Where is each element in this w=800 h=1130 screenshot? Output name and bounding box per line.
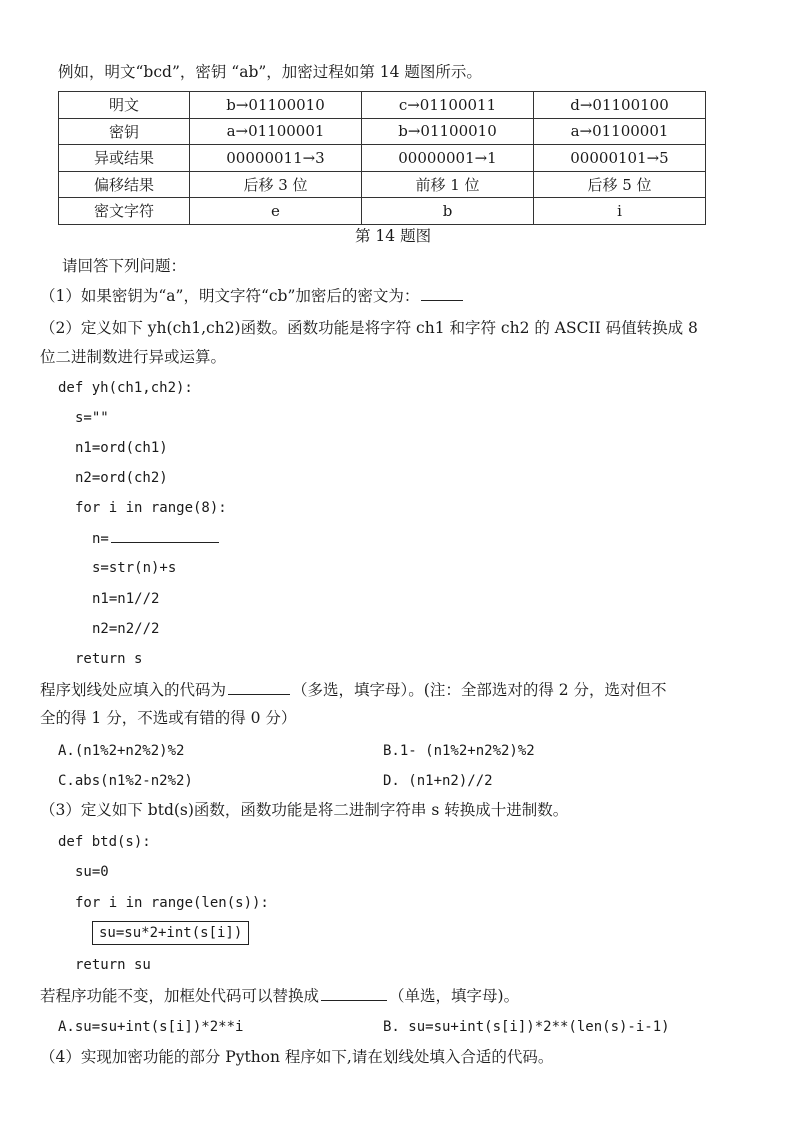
- boxed-code-line: [92, 921, 249, 945]
- ask-text: （单选，填字母)。: [389, 987, 520, 1005]
- cipher-table: [58, 91, 706, 225]
- table-cell: b: [362, 198, 534, 225]
- ask-text: （多选，填字母）。(注：全部选对的得 2 分，选对但不: [292, 681, 667, 699]
- table-row: [59, 92, 706, 119]
- option-d: D. (n1+n2)//2: [383, 773, 493, 789]
- table-cell: e: [190, 198, 362, 225]
- table-row: [59, 171, 706, 198]
- boxed-code: su=su*2+int(s[i]): [92, 921, 249, 945]
- code-line: su=0: [75, 864, 109, 880]
- code-line: s=str(n)+s: [92, 560, 177, 576]
- table-row: [59, 118, 706, 145]
- prompt-text: 请回答下列问题：: [62, 257, 187, 275]
- answer-blank[interactable]: [321, 986, 387, 1001]
- question-4: （4）实现加密功能的部分 Python 程序如下,请在划线处填入合适的代码。: [40, 1048, 554, 1066]
- table-cell: a→01100001: [534, 118, 706, 145]
- row-label: 密文字符: [59, 198, 190, 225]
- table-cell: 后移 5 位: [534, 171, 706, 198]
- table-cell: d→01100100: [534, 92, 706, 119]
- row-label: 异或结果: [59, 145, 190, 172]
- code-line: n2=ord(ch2): [75, 470, 168, 486]
- code-line: return su: [75, 957, 151, 973]
- table-cell: i: [534, 198, 706, 225]
- table-cell: 00000001→1: [362, 145, 534, 172]
- code-line: n2=n2//2: [92, 621, 160, 637]
- option-b: B. su=su+int(s[i])*2**(len(s)-i-1): [383, 1019, 670, 1035]
- option-c: C.abs(n1%2-n2%2): [58, 773, 193, 789]
- code-line: def btd(s):: [58, 834, 151, 850]
- question-2-ask: [40, 680, 667, 700]
- table-row: [59, 198, 706, 225]
- table-cell: c→01100011: [362, 92, 534, 119]
- question-2-ask-cont: 全的得 1 分，不选或有错的得 0 分）: [40, 709, 297, 727]
- intro-text: 例如，明文“bcd”，密钥 “ab”，加密过程如第 14 题图所示。: [58, 63, 482, 81]
- ask-text: 若程序功能不变，加框处代码可以替换成: [40, 987, 320, 1005]
- code-line: n1=n1//2: [92, 591, 160, 607]
- table-cell: b→01100010: [362, 118, 534, 145]
- figure-caption: 第 14 题图: [355, 227, 432, 245]
- table-cell: 前移 1 位: [362, 171, 534, 198]
- table-row: [59, 145, 706, 172]
- row-label: 偏移结果: [59, 171, 190, 198]
- table-cell: 后移 3 位: [190, 171, 362, 198]
- code-line: def yh(ch1,ch2):: [58, 380, 193, 396]
- code-line: s="": [75, 410, 109, 426]
- question-1-text: （1）如果密钥为“a”，明文字符“cb”加密后的密文为：: [40, 287, 420, 305]
- question-3-line1: （3）定义如下 btd(s)函数，函数功能是将二进制字符串 s 转换成十进制数。: [40, 801, 569, 819]
- option-a: A.su=su+int(s[i])*2**i: [58, 1019, 244, 1035]
- code-line: for i in range(len(s)):: [75, 895, 269, 911]
- code-text: n=: [92, 531, 109, 547]
- option-b: B.1- (n1%2+n2%2)%2: [383, 743, 535, 759]
- question-2-line2: 位二进制数进行异或运算。: [40, 348, 227, 366]
- answer-blank[interactable]: [228, 680, 290, 695]
- question-1: [40, 286, 465, 306]
- code-line: return s: [75, 651, 143, 667]
- table-cell: b→01100010: [190, 92, 362, 119]
- table-cell: 00000101→5: [534, 145, 706, 172]
- option-a: A.(n1%2+n2%2)%2: [58, 743, 185, 759]
- answer-blank[interactable]: [111, 528, 219, 543]
- code-line: for i in range(8):: [75, 500, 227, 516]
- question-2-line1: （2）定义如下 yh(ch1,ch2)函数。函数功能是将字符 ch1 和字符 ch2 的 ASCII 码值转换成 8: [40, 319, 698, 337]
- row-label: 密钥: [59, 118, 190, 145]
- answer-blank[interactable]: [421, 286, 463, 301]
- code-line: n1=ord(ch1): [75, 440, 168, 456]
- table-cell: a→01100001: [190, 118, 362, 145]
- code-line-with-blank: [92, 528, 221, 549]
- row-label: 明文: [59, 92, 190, 119]
- question-3-ask: [40, 986, 519, 1006]
- ask-text: 程序划线处应填入的代码为: [40, 681, 227, 699]
- table-cell: 00000011→3: [190, 145, 362, 172]
